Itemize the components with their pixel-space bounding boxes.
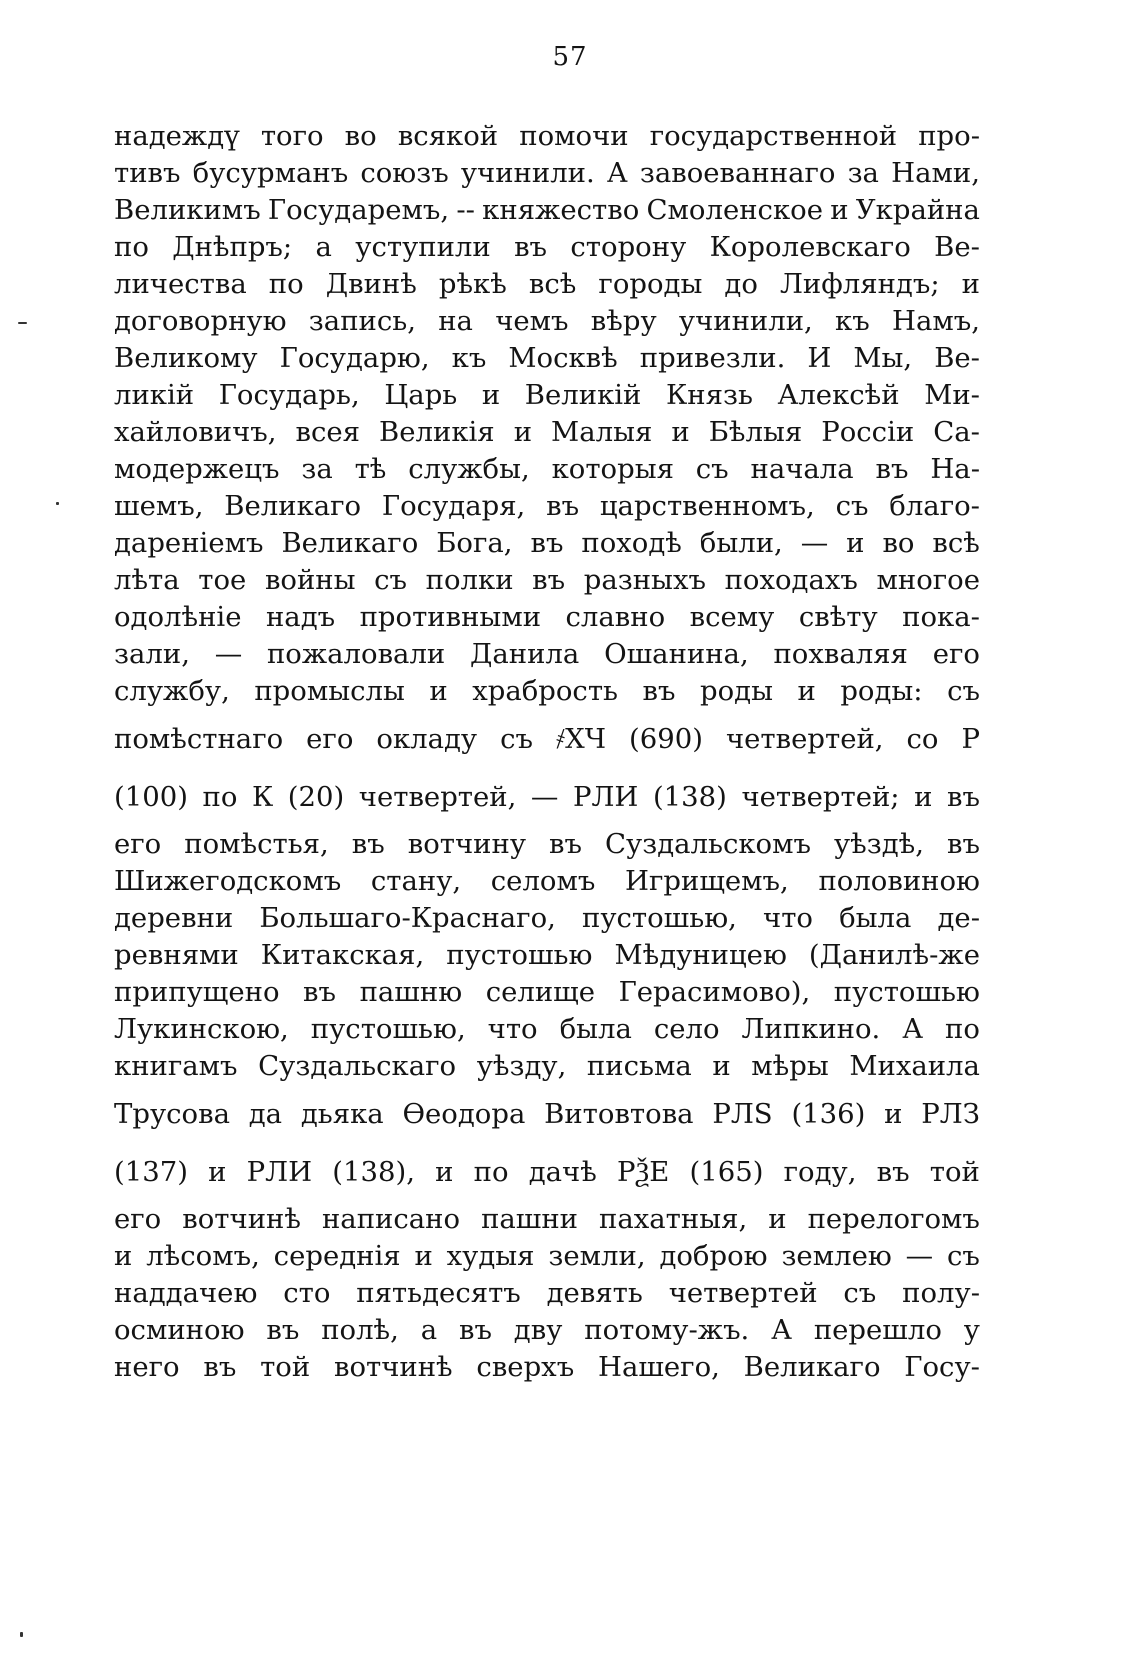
- word: пятьдесятъ: [356, 1277, 521, 1309]
- word: РЛИ: [572, 781, 639, 813]
- word: Нами,: [891, 157, 980, 189]
- word: мѣры: [751, 1050, 829, 1082]
- word: Днѣпръ;: [172, 231, 293, 263]
- word: де-: [937, 902, 980, 934]
- word: Царь: [384, 379, 458, 411]
- word: личества: [114, 268, 247, 300]
- word: и: [429, 675, 448, 707]
- word: въ: [947, 828, 980, 860]
- word: Москвѣ: [508, 342, 618, 374]
- word: пустошью,: [310, 1013, 466, 1045]
- word: Великому: [114, 342, 258, 374]
- body-text: [114, 118, 980, 1386]
- word: въ: [642, 675, 676, 707]
- word: К: [251, 781, 274, 813]
- word: —: [800, 527, 829, 559]
- word: Ошанина,: [604, 638, 749, 670]
- word: Великаго: [224, 490, 362, 522]
- word: одолѣніе: [114, 601, 242, 633]
- word: четвертей,: [358, 781, 517, 813]
- text-line: [114, 1011, 980, 1048]
- word: Великаго: [743, 1351, 881, 1383]
- word: къ: [835, 305, 870, 337]
- word: и: [961, 268, 980, 300]
- text-line: [114, 340, 980, 377]
- word: Государя,: [381, 490, 526, 522]
- word: Намъ,: [891, 305, 980, 337]
- word: и: [435, 1156, 454, 1188]
- word: стану,: [370, 865, 462, 897]
- word: РЛЗ: [921, 1098, 980, 1130]
- word: что: [487, 1013, 538, 1045]
- word: полѣ,: [321, 1314, 399, 1346]
- word: пустошью: [446, 939, 593, 971]
- word: за: [301, 453, 333, 485]
- word: у: [963, 1314, 980, 1346]
- word: уѣздѣ,: [833, 828, 925, 860]
- word: той: [260, 1351, 311, 1383]
- word: Ми-: [924, 379, 980, 411]
- word: сверхъ: [476, 1351, 575, 1383]
- word: Государемъ,: [267, 194, 450, 226]
- word: вѣру: [590, 305, 657, 337]
- word: по: [202, 781, 238, 813]
- word: государственной: [649, 120, 898, 152]
- word: Ве-: [934, 342, 980, 374]
- word: середнія: [273, 1240, 401, 1272]
- word: Липкино.: [741, 1013, 881, 1045]
- word: худыя: [446, 1240, 535, 1272]
- word: Великимъ: [114, 194, 261, 226]
- word: въ: [266, 1314, 300, 1346]
- word: и: [797, 675, 816, 707]
- word: пашни: [481, 1203, 579, 1235]
- word: полу-: [902, 1277, 980, 1309]
- word: дареніемъ: [114, 527, 264, 559]
- word: и: [846, 527, 865, 559]
- word: и: [712, 1050, 731, 1082]
- word: и: [914, 781, 933, 813]
- text-line: [114, 826, 980, 863]
- word: всякой: [397, 120, 499, 152]
- word: Королевскаго: [709, 231, 911, 263]
- word: Лукинскою,: [114, 1013, 289, 1045]
- word: письма: [586, 1050, 692, 1082]
- word: той: [929, 1156, 980, 1188]
- word: въ: [532, 564, 566, 596]
- word: четвертей;: [741, 781, 900, 813]
- word: книгамъ: [114, 1050, 238, 1082]
- word: походѣ: [581, 527, 682, 559]
- text-line: [114, 1048, 980, 1085]
- word: привезли.: [639, 342, 786, 374]
- text-line: [114, 488, 980, 525]
- word: уступили: [355, 231, 491, 263]
- text-line: [114, 937, 980, 974]
- text-line: [114, 266, 980, 303]
- word: службы,: [408, 453, 530, 485]
- word: Р: [961, 723, 980, 755]
- word: похваляя: [773, 638, 908, 670]
- word: Данила: [470, 638, 580, 670]
- word: Князь: [665, 379, 753, 411]
- text-line: [114, 451, 980, 488]
- text-line: [114, 377, 980, 414]
- word: Бога,: [436, 527, 513, 559]
- text-line: [114, 636, 980, 673]
- word: которыя: [551, 453, 674, 485]
- word: (20): [287, 781, 345, 813]
- word: службу,: [114, 675, 230, 707]
- word: пустошью,: [582, 902, 737, 934]
- word: была: [839, 902, 912, 934]
- word: Лифляндъ;: [779, 268, 940, 300]
- word: и: [884, 1098, 903, 1130]
- word: селище: [485, 976, 596, 1008]
- word: —: [530, 781, 559, 813]
- word: зали,: [114, 638, 190, 670]
- word: село: [653, 1013, 720, 1045]
- word: доброю: [659, 1240, 768, 1272]
- word: селомъ: [490, 865, 596, 897]
- word: рѣкѣ: [438, 268, 507, 300]
- word: на: [438, 305, 473, 337]
- word: окладу: [376, 723, 478, 755]
- word: и: [208, 1156, 227, 1188]
- word: Витовтова: [544, 1098, 694, 1130]
- text-line: [114, 1201, 980, 1238]
- word: Смоленское: [646, 194, 823, 226]
- word: Россіи: [821, 416, 915, 448]
- word: Государю,: [279, 342, 430, 374]
- word: его: [932, 638, 980, 670]
- scan-speck: [56, 502, 59, 505]
- word: со: [906, 723, 939, 755]
- word: лѣсомъ,: [146, 1240, 260, 1272]
- text-line: [114, 229, 980, 266]
- word: того: [260, 120, 324, 152]
- word: промыслы: [254, 675, 405, 707]
- word: въ: [458, 1314, 492, 1346]
- text-line: [114, 118, 980, 155]
- text-line: [114, 1238, 980, 1275]
- word: пожаловали: [266, 638, 446, 670]
- word: что: [763, 902, 813, 934]
- word: дву: [513, 1314, 563, 1346]
- word: благо-: [889, 490, 980, 522]
- word: съ: [695, 453, 729, 485]
- word: Михаила: [849, 1050, 980, 1082]
- word: роды:: [840, 675, 923, 707]
- word: полки: [425, 564, 514, 596]
- word: Са-: [933, 416, 980, 448]
- word: Суздальскомъ: [604, 828, 811, 860]
- word: во: [344, 120, 377, 152]
- word: (138): [652, 781, 727, 813]
- text-line: [114, 710, 980, 768]
- scan-speck: [20, 1632, 23, 1637]
- word: четвертей,: [725, 723, 884, 755]
- word: девять: [546, 1277, 643, 1309]
- text-line: [114, 303, 980, 340]
- word: четвертей: [668, 1277, 818, 1309]
- word: —: [214, 638, 243, 670]
- word: въ: [530, 527, 564, 559]
- word: до: [724, 268, 758, 300]
- word: въ: [549, 828, 582, 860]
- word: потому-жъ.: [584, 1314, 750, 1346]
- word: городы: [598, 268, 703, 300]
- word: тѣ: [354, 453, 387, 485]
- word: всѣ: [932, 527, 980, 559]
- word: договорную: [114, 305, 287, 337]
- word: бусурманъ: [192, 157, 349, 189]
- word: съ: [374, 564, 408, 596]
- word: царственномъ,: [599, 490, 815, 522]
- word: въ: [546, 490, 580, 522]
- word: по: [945, 1013, 980, 1045]
- word: дачѣ: [528, 1156, 597, 1188]
- word: и: [671, 416, 690, 448]
- word: Ве-: [934, 231, 980, 263]
- word: да: [248, 1098, 283, 1130]
- word: и: [481, 379, 501, 411]
- word: въ: [514, 231, 548, 263]
- word: (138),: [332, 1156, 415, 1188]
- word: его: [114, 1203, 162, 1235]
- word: во: [882, 527, 915, 559]
- text-line: [114, 562, 980, 599]
- word: (690): [629, 723, 703, 755]
- word: храбрость: [472, 675, 619, 707]
- word: (137): [114, 1156, 188, 1188]
- word: году,: [783, 1156, 857, 1188]
- word: Китакская,: [260, 939, 425, 971]
- word: чемъ: [495, 305, 569, 337]
- word: и: [414, 1240, 433, 1272]
- word: Великій: [524, 379, 642, 411]
- word: Великаго: [281, 527, 419, 559]
- word: начала: [750, 453, 854, 485]
- word: уѣзду,: [476, 1050, 567, 1082]
- word: завоеваннаго: [639, 157, 836, 189]
- word: и: [513, 416, 533, 448]
- word: войны: [264, 564, 356, 596]
- word: (Данилѣ-же: [808, 939, 980, 971]
- word: противными: [359, 601, 542, 633]
- word: Герасимово),: [618, 976, 811, 1008]
- word: перешло: [813, 1314, 942, 1346]
- word: Шижегодскомъ: [114, 865, 342, 897]
- word: И: [807, 342, 832, 374]
- word: тивъ: [114, 157, 181, 189]
- word: а: [315, 231, 332, 263]
- text-line: [114, 1275, 980, 1312]
- word: РЛИ: [246, 1156, 313, 1188]
- text-line: [114, 1349, 980, 1386]
- word: многое: [876, 564, 980, 596]
- word: въ: [351, 828, 385, 860]
- page-number: 57: [552, 42, 588, 72]
- text-line: [114, 768, 980, 826]
- word: съ: [947, 675, 980, 707]
- word: съ: [843, 1277, 877, 1309]
- word: съ: [946, 1240, 980, 1272]
- word: свѣту: [798, 601, 878, 633]
- word: (100): [114, 781, 188, 813]
- word: ҂ХЧ: [556, 723, 607, 755]
- word: пашню: [359, 976, 463, 1008]
- text-line: [114, 155, 980, 192]
- word: всему: [689, 601, 775, 633]
- word: Большаго-Краснаго,: [259, 902, 556, 934]
- word: На-: [930, 453, 980, 485]
- word: Украйна: [855, 194, 980, 226]
- word: запись,: [308, 305, 416, 337]
- word: Алексѣй: [777, 379, 900, 411]
- word: въ: [303, 976, 337, 1008]
- word: всея: [295, 416, 361, 448]
- word: Великія: [379, 416, 495, 448]
- word: земли,: [548, 1240, 646, 1272]
- word: Государь,: [218, 379, 360, 411]
- text-line: [114, 974, 980, 1011]
- text-line: [114, 1143, 980, 1201]
- text-line: [114, 414, 980, 451]
- word: его: [306, 723, 354, 755]
- word: перелогомъ: [807, 1203, 980, 1235]
- word: хайловичъ,: [114, 416, 277, 448]
- word: помочи: [519, 120, 629, 152]
- word: были,: [699, 527, 783, 559]
- word: съ: [500, 723, 534, 755]
- word: Двинѣ: [325, 268, 417, 300]
- word: надеждү: [114, 120, 240, 152]
- word: Малыя: [551, 416, 653, 448]
- word: (165): [689, 1156, 764, 1188]
- word: припущено: [114, 976, 280, 1008]
- word: сто: [283, 1277, 331, 1309]
- text-line: [114, 1085, 980, 1143]
- word: учинили,: [678, 305, 813, 337]
- word: Трусова: [114, 1098, 230, 1130]
- word: славно: [565, 601, 666, 633]
- word: въ: [876, 1156, 910, 1188]
- word: помѣстья,: [184, 828, 329, 860]
- word: тое: [198, 564, 247, 596]
- word: роды: [700, 675, 773, 707]
- word: въ: [203, 1351, 237, 1383]
- word: къ: [451, 342, 487, 374]
- word: РѮЕ: [616, 1156, 670, 1188]
- word: него: [114, 1351, 180, 1383]
- word: съ: [835, 490, 869, 522]
- word: а: [420, 1314, 438, 1346]
- word: ревнями: [114, 939, 239, 971]
- word: (136): [791, 1098, 866, 1130]
- word: ликій: [114, 379, 195, 411]
- scan-speck: [18, 322, 27, 324]
- word: Суздальскаго: [258, 1050, 457, 1082]
- word: за: [847, 157, 879, 189]
- word: Бѣлыя: [708, 416, 803, 448]
- text-line: [114, 1312, 980, 1349]
- word: разныхъ: [583, 564, 706, 596]
- word: Мѣдуницею: [614, 939, 787, 971]
- word: союзъ: [360, 157, 449, 189]
- text-line: [114, 900, 980, 937]
- word: пахатныя,: [599, 1203, 748, 1235]
- word: и: [768, 1203, 787, 1235]
- word: вотчину: [407, 828, 527, 860]
- word: и: [830, 194, 849, 226]
- word: Игрищемъ,: [625, 865, 789, 897]
- word: Мы,: [853, 342, 913, 374]
- word: про-: [918, 120, 980, 152]
- word: наддачею: [114, 1277, 258, 1309]
- word: его: [114, 828, 162, 860]
- word: была: [559, 1013, 632, 1045]
- text-line: [114, 525, 980, 562]
- word: Госу-: [904, 1351, 980, 1383]
- word: учинили.: [460, 157, 595, 189]
- word: по: [114, 231, 149, 263]
- word: написано: [321, 1203, 461, 1235]
- word: помѣстнаго: [114, 723, 284, 755]
- word: половиною: [818, 865, 980, 897]
- word: землею: [781, 1240, 892, 1272]
- text-line: [114, 599, 980, 636]
- word: вотчинѣ: [182, 1203, 301, 1235]
- text-line: [114, 673, 980, 710]
- word: вотчинѣ: [333, 1351, 453, 1383]
- word: Нашего,: [597, 1351, 720, 1383]
- word: Ѳеодора: [402, 1098, 526, 1130]
- word: РЛS: [712, 1098, 773, 1130]
- word: въ: [875, 453, 909, 485]
- word: пока-: [902, 601, 980, 633]
- word: А: [771, 1314, 792, 1346]
- word: по: [473, 1156, 509, 1188]
- word: походахъ: [724, 564, 858, 596]
- word: княжество: [482, 194, 640, 226]
- word: —: [905, 1240, 934, 1272]
- word: и: [114, 1240, 133, 1272]
- word: сторону: [570, 231, 687, 263]
- word: надъ: [265, 601, 336, 633]
- word: по: [268, 268, 304, 300]
- word: дьяка: [300, 1098, 384, 1130]
- word: А: [606, 157, 628, 189]
- text-line: [114, 192, 980, 229]
- word: модержецъ: [114, 453, 280, 485]
- word: въ: [947, 781, 980, 813]
- word: А: [902, 1013, 924, 1045]
- word: --: [456, 194, 475, 226]
- text-line: [114, 863, 980, 900]
- word: всѣ: [528, 268, 577, 300]
- word: шемъ,: [114, 490, 204, 522]
- word: осминою: [114, 1314, 245, 1346]
- word: деревни: [114, 902, 234, 934]
- word: пустошью: [833, 976, 980, 1008]
- word: лѣта: [114, 564, 180, 596]
